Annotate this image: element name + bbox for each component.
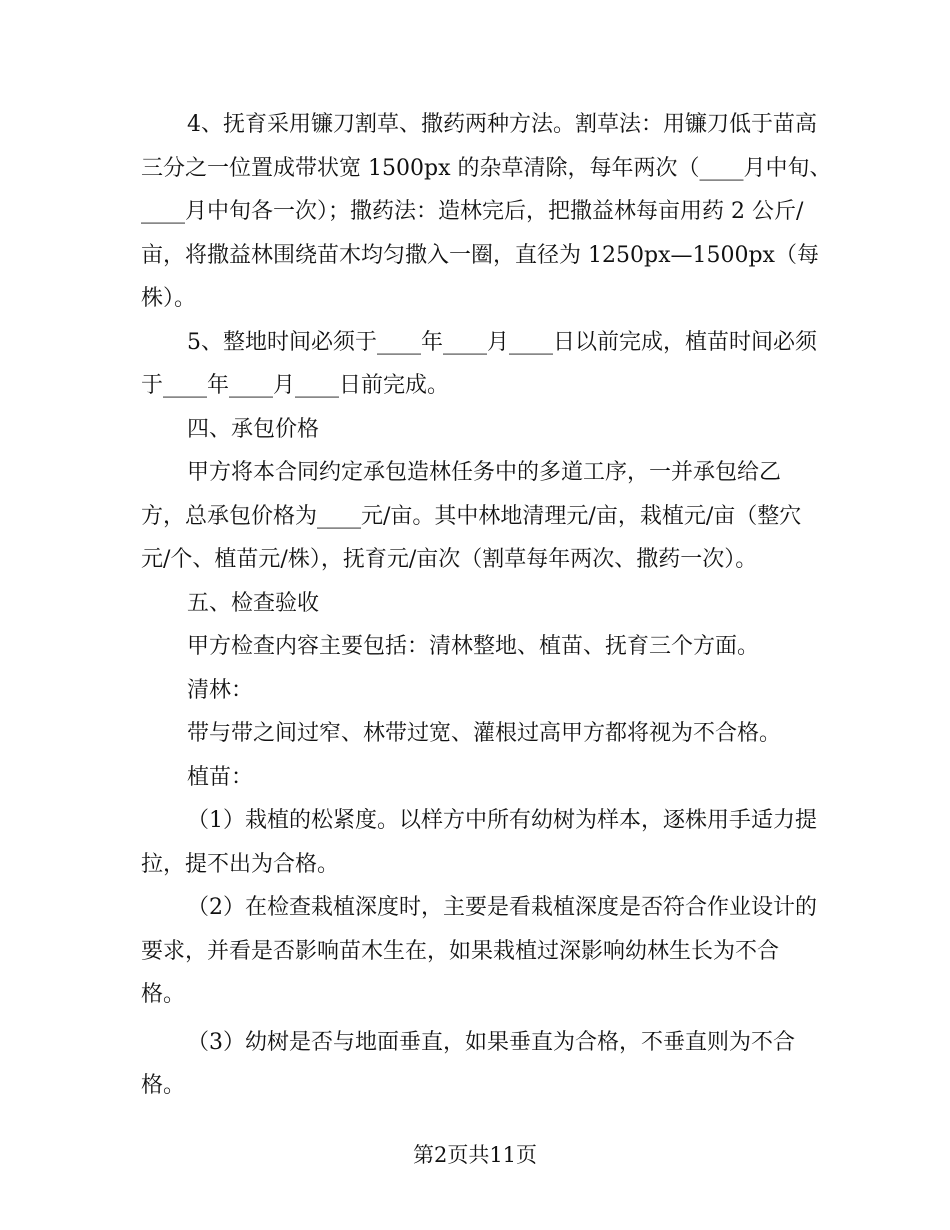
text-line: 亩，将撒益林围绕苗木均匀撒入一圈，直径为 1250px—1500px（每	[141, 242, 819, 268]
text-line: ____月中旬各一次）；撒药法：造林完后，把撒益林每亩用药 2 公斤/	[141, 199, 804, 224]
text-line: 株）。	[141, 286, 197, 311]
section-heading: 四、承包价格	[187, 416, 320, 442]
text-line: 三分之一位置成带状宽 1500px 的杂草清除，每年两次（____月中旬、	[141, 155, 832, 181]
text-line: 要求，并看是否影响苗木生在，如果栽植过深影响幼林生长为不合	[141, 938, 780, 964]
subheading: 植苗：	[187, 764, 254, 790]
text-line: 格。	[141, 982, 186, 1007]
text-line: 于____年____月____日前完成。	[141, 373, 450, 398]
text-line: （3）幼树是否与地面垂直，如果垂直为合格，不垂直则为不合	[187, 1029, 795, 1055]
subheading: 清林：	[187, 677, 254, 703]
text-line: （1）栽植的松紧度。以样方中所有幼树为样本，逐株用手适力提	[187, 808, 817, 833]
text-line: 方，总承包价格为____元/亩。其中林地清理元/亩，栽植元/亩（整穴	[141, 503, 802, 529]
text-line: 元/个、植苗元/株），抚育元/亩次（割草每年两次、撒药一次）。	[141, 547, 758, 572]
section-heading: 五、检查验收	[187, 590, 320, 616]
text-line: （2）在检查栽植深度时，主要是看栽植深度是否符合作业设计的	[187, 895, 817, 920]
document-body	[141, 103, 832, 1108]
text-line: 甲方检查内容主要包括：清林整地、植苗、抚育三个方面。	[187, 634, 760, 659]
text-line: 格。	[141, 1073, 186, 1098]
page-number-footer: 第2页共11页	[412, 1143, 538, 1167]
text-line: 4、抚育采用镰刀割草、撒药两种方法。割草法：用镰刀低于苗高	[187, 112, 817, 137]
text-line: 带与带之间过窄、林带过宽、灌根过高甲方都将视为不合格。	[187, 721, 782, 746]
text-line: 拉，提不出为合格。	[141, 851, 340, 877]
text-line: 甲方将本合同约定承包造林任务中的多道工序，一并承包给乙	[187, 460, 782, 485]
text-line: 5、整地时间必须于____年____月____日以前完成，植苗时间必须	[187, 329, 817, 355]
